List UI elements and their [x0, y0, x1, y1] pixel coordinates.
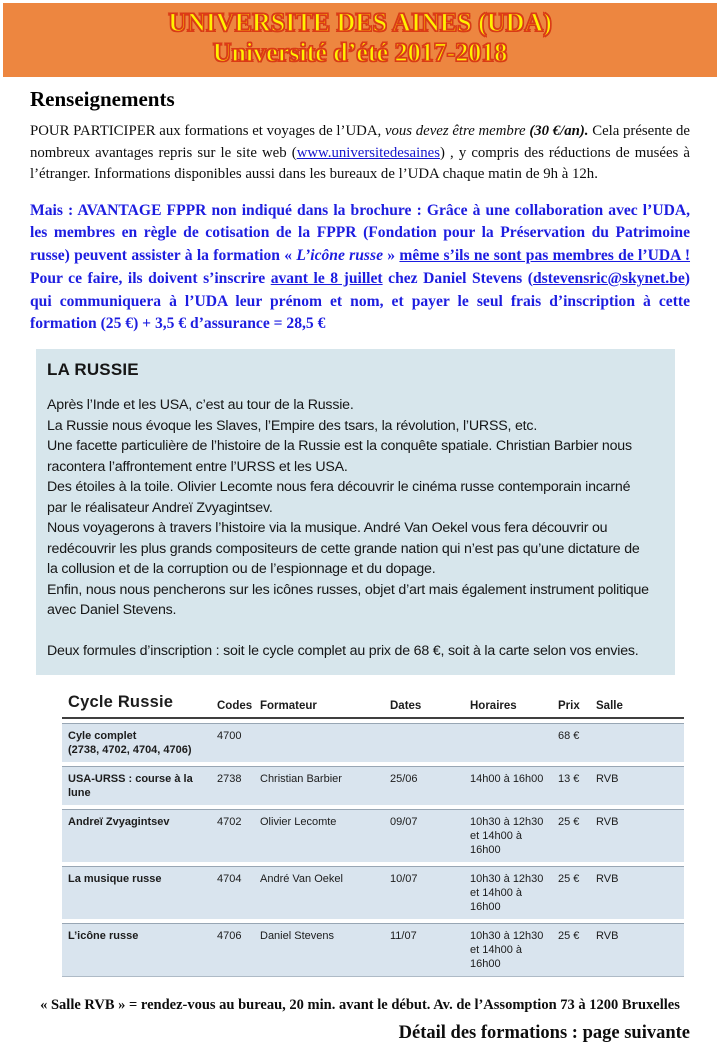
cell-code: 4706 — [217, 923, 260, 977]
cell-horaire — [470, 723, 558, 762]
cell-course: Andreï Zvyagintsev — [62, 809, 217, 862]
cell-code: 4700 — [217, 723, 260, 762]
russia-info-box — [36, 349, 675, 675]
page-content — [0, 87, 720, 1044]
column-header-formateur: Formateur — [260, 693, 390, 719]
cell-salle — [596, 723, 684, 762]
cell-salle: RVB — [596, 809, 684, 862]
website-link[interactable]: www.universitedesaines — [296, 144, 440, 161]
cell-salle: RVB — [596, 766, 684, 805]
cell-code: 4702 — [217, 809, 260, 862]
advantage-text-3: Pour ce faire, ils doivent s’inscrire — [30, 269, 271, 287]
russia-paragraph: Nous voyagerons à travers l’histoire via la musique. André Van Oekel vous fera découvrir ou redécouvrir les plus grands compositeurs de cette grande nation qui n’est pas qu’une dictature de la collusion et de la corruption ou de l’espionnage et du dopage. — [47, 520, 640, 578]
column-header-codes: Codes — [217, 693, 260, 719]
advantage-text-italic: L’icône russe — [296, 247, 383, 265]
table-row — [62, 866, 684, 919]
russia-paragraph: Après l’Inde et les USA, c’est au tour de la Russie. — [47, 397, 354, 414]
cell-prix: 68 € — [558, 723, 596, 762]
cell-prix: 25 € — [558, 809, 596, 862]
advantage-text-4: chez Daniel Stevens ( — [382, 269, 533, 287]
advantage-text-1: Mais : AVANTAGE FPPR non indiqué dans la brochure : Grâce à une collaboration avec l’UDA, les membres en règle de cotisation de la FPPR (Fondation pour la Préservation du Patrimoine russe) peuvent assister à la formation « — [30, 201, 690, 265]
intro-text-3: ) , y compris des réductions de musées à l’étranger. Informations disponibles aussi dans les bureaux de l’UDA chaque matin de 9h à 12h. — [30, 144, 690, 182]
russia-paragraph: La Russie nous évoque les Slaves, l’Empire des tsars, la révolution, l’URSS, etc. — [47, 417, 538, 434]
next-page-note: Détail des formations : page suivante — [398, 1023, 690, 1044]
cell-prix: 25 € — [558, 866, 596, 919]
cell-formateur: Olivier Lecomte — [260, 809, 390, 862]
cell-course: L’icône russe — [62, 923, 217, 977]
intro-text-italic: vous devez être membre — [384, 123, 530, 139]
table-row — [62, 809, 684, 862]
cell-horaire: 14h00 à 16h00 — [470, 766, 558, 805]
russia-paragraph: Enfin, nous nous pencherons sur les icônes russes, objet d’art mais également instrument politique avec Daniel Stevens. — [47, 581, 649, 619]
column-header-salle: Salle — [596, 693, 684, 719]
salle-rvb-note: « Salle RVB » = rendez-vous au bureau, 20 min. avant le début. Av. de l’Assomption 73 à 1200 Bruxelles — [40, 997, 680, 1014]
cell-salle: RVB — [596, 923, 684, 977]
cell-horaire: 10h30 à 12h30 et 14h00 à 16h00 — [470, 866, 558, 919]
intro-text-1: POUR PARTICIPER aux formations et voyages de l’UDA, — [30, 123, 385, 139]
advantage-underline-2: avant le 8 juillet — [270, 269, 383, 287]
course-codes-list: (2738, 4702, 4704, 4706) — [68, 744, 192, 757]
cell-horaire: 10h30 à 12h30 et 14h00 à 16h00 — [470, 923, 558, 977]
advantage-paragraph — [30, 200, 690, 337]
cell-formateur: Christian Barbier — [260, 766, 390, 805]
cell-date: 10/07 — [390, 866, 470, 919]
intro-text-bold-italic: (30 €/an). — [529, 123, 589, 139]
cell-code: 2738 — [217, 766, 260, 805]
section-title: Renseignements — [30, 87, 175, 111]
cell-horaire: 10h30 à 12h30 et 14h00 à 16h00 — [470, 809, 558, 862]
russia-paragraph: Une facette particulière de l’histoire de la Russie est la conquête spatiale. Christian Barbier nous racontera l’affrontement entre l’URSS et les USA. — [47, 438, 632, 475]
russia-closing-paragraph: Deux formules d’inscription : soit le cycle complet au prix de 68 €, soit à la carte selon vos envies. — [47, 642, 639, 659]
cell-date: 11/07 — [390, 923, 470, 977]
column-header-horaires: Horaires — [470, 693, 558, 719]
cell-date: 09/07 — [390, 809, 470, 862]
email-link[interactable]: dstevensric@skynet.be — [532, 269, 685, 287]
russia-box-title: LA RUSSIE — [47, 360, 139, 380]
banner-title-line2: Université d’été 2017-2018 — [212, 38, 508, 67]
table-row — [62, 766, 684, 805]
table-header-row — [62, 693, 684, 719]
cell-course — [62, 723, 217, 762]
advantage-text-2: » — [383, 247, 400, 265]
table-row — [62, 923, 684, 977]
cell-course: USA-URSS : course à la lune — [62, 766, 217, 805]
intro-text-2: Cela présente de nombreux avantages repris sur le site web ( — [30, 123, 691, 161]
table-title: Cycle Russie — [62, 693, 217, 719]
table-row — [62, 723, 684, 762]
banner-title-line1: UNIVERSITE DES AINES (UDA) — [168, 8, 552, 37]
cell-code: 4704 — [217, 866, 260, 919]
russia-paragraph: Des étoiles à la toile. Olivier Lecomte nous fera découvrir le cinéma russe contemporain incarné par le réalisateur Andreï Zvyagintsev. — [47, 479, 631, 516]
cell-formateur — [260, 723, 390, 762]
cell-formateur: Daniel Stevens — [260, 923, 390, 977]
cell-salle: RVB — [596, 866, 684, 919]
advantage-text-5: ) qui communiquera à l’UDA leur prénom et nom, et payer le seul frais d’inscription à cette formation (25 €) + 3,5 € d’assurance = 28,5 € — [30, 269, 690, 333]
column-header-dates: Dates — [390, 693, 470, 719]
cell-date — [390, 723, 470, 762]
page-banner — [3, 3, 717, 77]
cell-date: 25/06 — [390, 766, 470, 805]
cell-prix: 13 € — [558, 766, 596, 805]
advantage-underline-1: même s’ils ne sont pas membres de l’UDA ! — [399, 247, 691, 265]
column-header-prix: Prix — [558, 693, 596, 719]
course-schedule — [62, 689, 690, 981]
intro-paragraph — [30, 121, 690, 186]
course-name: Cyle complet — [68, 730, 137, 743]
course-table — [62, 689, 684, 981]
cell-formateur: André Van Oekel — [260, 866, 390, 919]
cell-prix: 25 € — [558, 923, 596, 977]
cell-course: La musique russe — [62, 866, 217, 919]
